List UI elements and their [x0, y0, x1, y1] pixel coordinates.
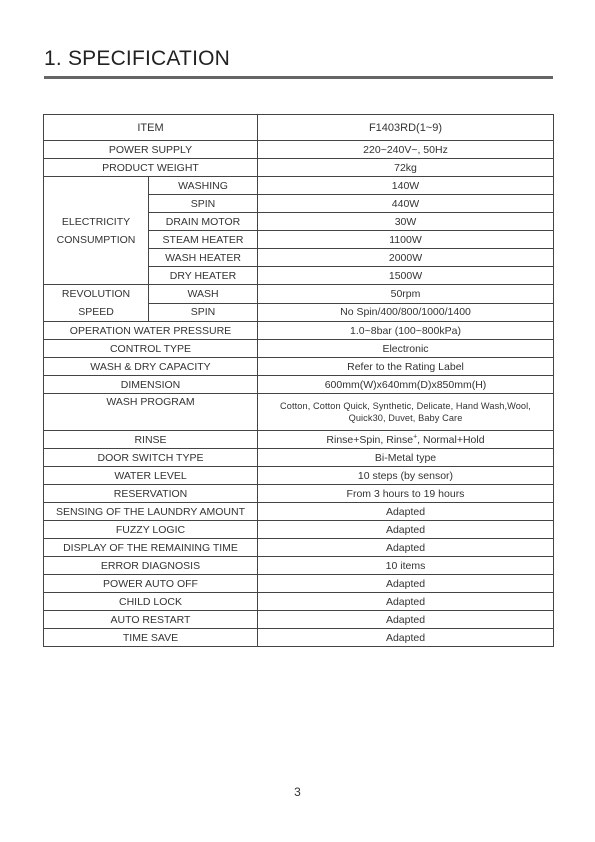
- row-label: POWER SUPPLY: [44, 141, 258, 159]
- row-value: Adapted: [258, 593, 554, 611]
- row-label: WASH & DRY CAPACITY: [44, 358, 258, 376]
- row-label: ERROR DIAGNOSIS: [44, 557, 258, 575]
- row-value: 1100W: [258, 231, 554, 249]
- table-row: [44, 394, 554, 431]
- title-underline: [44, 76, 553, 79]
- table-header-row: [44, 115, 554, 141]
- row-label: AUTO RESTART: [44, 611, 258, 629]
- row-value: Adapted: [258, 575, 554, 593]
- row-value: 2000W: [258, 249, 554, 267]
- electricity-label-line2: CONSUMPTION: [56, 233, 136, 246]
- row-label: FUZZY LOGIC: [44, 521, 258, 539]
- row-label: WASH PROGRAM: [44, 394, 258, 431]
- table-row: [44, 503, 554, 521]
- row-value: Adapted: [258, 611, 554, 629]
- row-value: Adapted: [258, 521, 554, 539]
- row-label: TIME SAVE: [44, 629, 258, 647]
- row-label: PRODUCT WEIGHT: [44, 159, 258, 177]
- electricity-group-label: [44, 177, 149, 285]
- row-value: [258, 431, 554, 449]
- row-label: RESERVATION: [44, 485, 258, 503]
- row-label: OPERATION WATER PRESSURE: [44, 322, 258, 340]
- row-value: 30W: [258, 213, 554, 231]
- table-row: [44, 557, 554, 575]
- row-value: 140W: [258, 177, 554, 195]
- row-value: 10 steps (by sensor): [258, 467, 554, 485]
- row-value: 1500W: [258, 267, 554, 285]
- row-value: Adapted: [258, 503, 554, 521]
- rinse-plus-mark: +: [413, 433, 418, 440]
- rinse-value-a: Rinse+Spin, Rinse: [326, 433, 414, 446]
- page-number: 3: [294, 785, 301, 799]
- table-row: [44, 376, 554, 394]
- table-row: [44, 575, 554, 593]
- header-item: ITEM: [44, 115, 258, 141]
- row-value: 600mm(W)x640mm(D)x850mm(H): [258, 376, 554, 394]
- row-value: 1.0~8bar (100~800kPa): [258, 322, 554, 340]
- row-value: Refer to the Rating Label: [258, 358, 554, 376]
- row-label: SENSING OF THE LAUNDRY AMOUNT: [44, 503, 258, 521]
- row-label: DIMENSION: [44, 376, 258, 394]
- row-label: DOOR SWITCH TYPE: [44, 449, 258, 467]
- wash-program-line1: Cotton, Cotton Quick, Synthetic, Delicate, Hand Wash,Wool,: [280, 401, 531, 411]
- row-value: 440W: [258, 195, 554, 213]
- row-label: DISPLAY OF THE REMAINING TIME: [44, 539, 258, 557]
- table-row: [44, 177, 554, 195]
- table-row: [44, 521, 554, 539]
- page-title: 1. SPECIFICATION: [44, 47, 231, 70]
- row-value: From 3 hours to 19 hours: [258, 485, 554, 503]
- table-row: [44, 340, 554, 358]
- row-value: No Spin/400/800/1000/1400: [258, 303, 554, 322]
- row-value: Adapted: [258, 629, 554, 647]
- row-sublabel: DRY HEATER: [149, 267, 258, 285]
- table-row: [44, 358, 554, 376]
- row-sublabel: WASH: [149, 285, 258, 304]
- row-sublabel: WASHING: [149, 177, 258, 195]
- table-row: [44, 449, 554, 467]
- row-label: RINSE: [44, 431, 258, 449]
- row-value: 220~240V~, 50Hz: [258, 141, 554, 159]
- row-sublabel: SPIN: [149, 195, 258, 213]
- rinse-value-b: , Normal+Hold: [417, 433, 485, 446]
- row-sublabel: SPIN: [149, 303, 258, 322]
- row-label: CONTROL TYPE: [44, 340, 258, 358]
- row-value: 72kg: [258, 159, 554, 177]
- row-label: CHILD LOCK: [44, 593, 258, 611]
- table-row: [44, 285, 554, 304]
- wash-program-value: [258, 394, 554, 431]
- header-model: F1403RD(1~9): [258, 115, 554, 141]
- table-row: [44, 141, 554, 159]
- table-row: [44, 611, 554, 629]
- table-row: [44, 539, 554, 557]
- table-row: [44, 485, 554, 503]
- row-label: WATER LEVEL: [44, 467, 258, 485]
- table-row: [44, 322, 554, 340]
- row-sublabel: DRAIN MOTOR: [149, 213, 258, 231]
- revolution-label-line2: SPEED: [78, 306, 114, 318]
- row-label: POWER AUTO OFF: [44, 575, 258, 593]
- table-row: [44, 159, 554, 177]
- row-sublabel: STEAM HEATER: [149, 231, 258, 249]
- row-value: 50rpm: [258, 285, 554, 304]
- row-value: Adapted: [258, 539, 554, 557]
- wash-program-line2: Quick30, Duvet, Baby Care: [348, 413, 463, 423]
- row-sublabel: WASH HEATER: [149, 249, 258, 267]
- table-row: [44, 629, 554, 647]
- electricity-label-line1: ELECTRICITY: [61, 215, 131, 228]
- row-value: Bi-Metal type: [258, 449, 554, 467]
- table-row: [44, 467, 554, 485]
- table-row: [44, 431, 554, 449]
- specification-table: [43, 114, 554, 647]
- revolution-group-label: [44, 285, 149, 322]
- revolution-label-line1: REVOLUTION: [61, 288, 131, 300]
- table-row: [44, 593, 554, 611]
- row-value: Electronic: [258, 340, 554, 358]
- row-value: 10 items: [258, 557, 554, 575]
